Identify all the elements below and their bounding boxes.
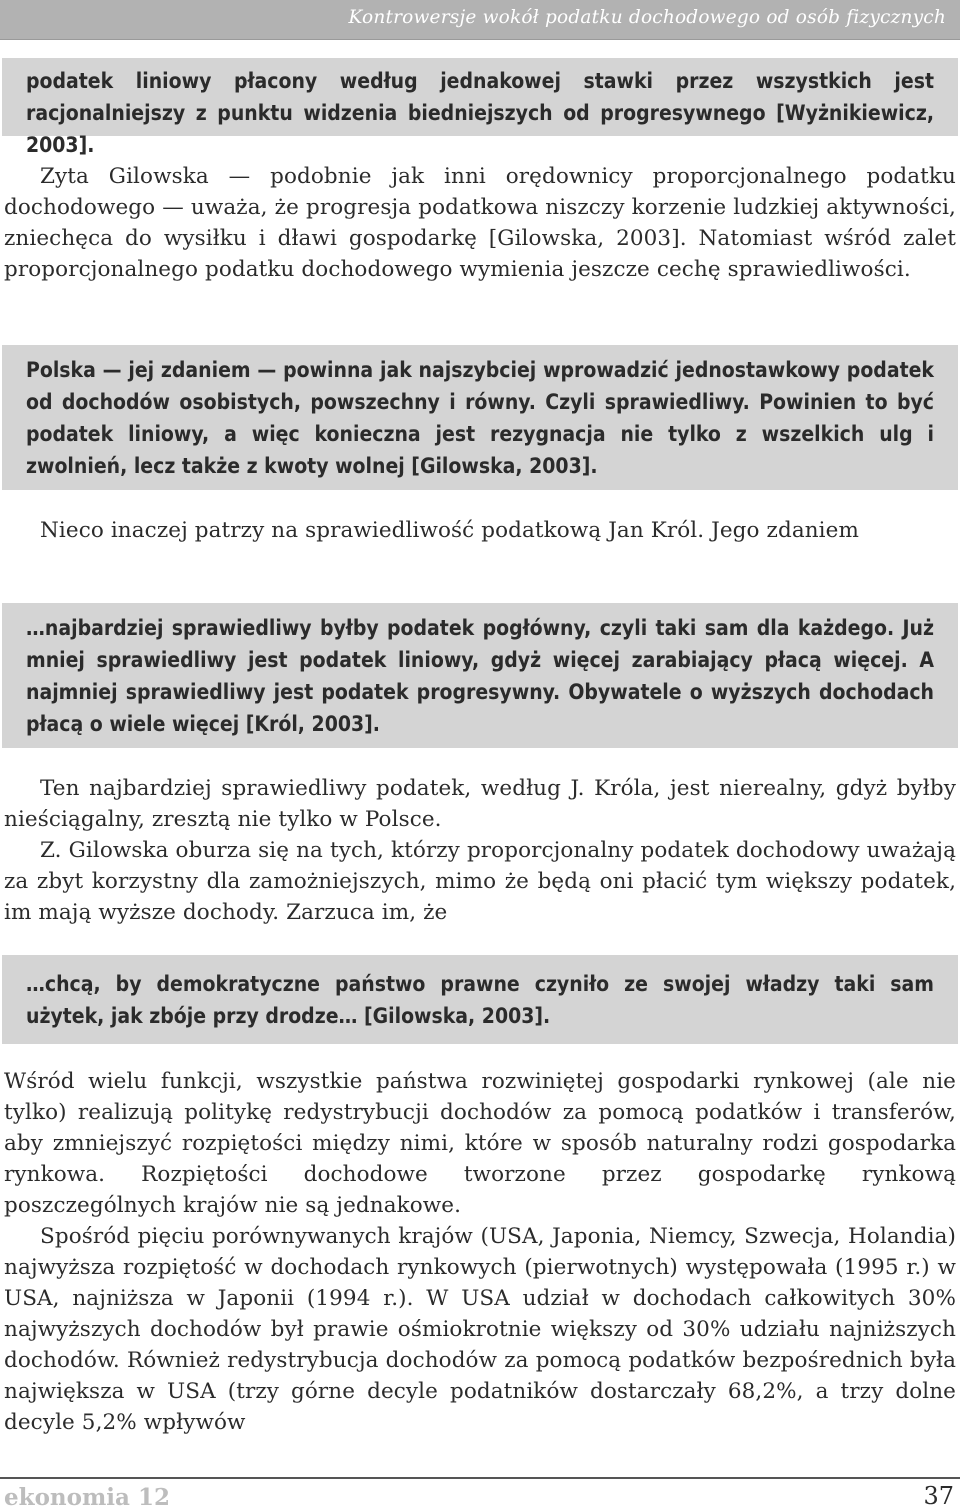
- quote-text: …chcą, by demokratyczne państwo prawne czyniło ze swojej władzy taki sam użytek, jak zbóje przy drodze… [Gilowska, 2003].: [26, 972, 934, 1028]
- body-paragraph: Ten najbardziej sprawiedliwy podatek, według J. Króla, jest nierealny, gdyż byłby nieściągalny, zresztą nie tylko w Polsce.: [4, 776, 956, 832]
- footer-rule: [0, 1477, 960, 1479]
- body-paragraph: Wśród wielu funkcji, wszystkie państwa rozwiniętej gospodarki rynkowej (ale nie tylko) realizują politykę redystrybucji dochodów za pomocą podatków i transferów, aby zmniejszyć rozpiętości między nimi, które w sposób naturalny rodzi gospodarka rynkowa. Rozpiętości dochodowe tworzone przez gospodarkę rynkową poszczególnych krajów nie są jednakowe.: [4, 1069, 956, 1218]
- footer-journal-name: ekonomia 12: [4, 1484, 170, 1511]
- body-block-4: [4, 1066, 956, 1438]
- running-header-title: Kontrowersje wokół podatku dochodowego od osób fizycznych: [348, 7, 946, 28]
- body-block-2: [4, 515, 956, 546]
- quote-block-4: [2, 955, 958, 1044]
- body-paragraph: Z. Gilowska oburza się na tych, którzy proporcjonalny podatek dochodowy uważają za zbyt korzystny dla zamożniejszych, mimo że będą oni płacić tym większy podatek, im mają wyższe dochody. Zarzuca im, że: [4, 838, 956, 925]
- body-block-3: [4, 773, 956, 928]
- body-paragraph: Zyta Gilowska — podobnie jak inni orędownicy proporcjonalnego podatku dochodowego — uważa, że progresja podatkowa niszczy korzenie ludzkiej aktywności, zniechęca do wysiłku i dławi gospodarkę [Gilowska, 2003]. Natomiast wśród zalet proporcjonalnego podatku dochodowego wymienia jeszcze cechę sprawiedliwości.: [4, 164, 956, 282]
- quote-block-2: [2, 345, 958, 490]
- running-header-bar: [0, 0, 960, 40]
- quote-text: Polska — jej zdaniem — powinna jak najszybciej wprowadzić jednostawkowy podatek od dochodów osobistych, powszechny i równy. Czyli sprawiedliwy. Powinien to być podatek liniowy, a więc konieczna jest rezygnacja nie tylko z wszelkich ulg i zwolnień, lecz także z kwoty wolnej [Gilowska, 2003].: [26, 358, 934, 478]
- body-paragraph: Spośród pięciu porównywanych krajów (USA, Japonia, Niemcy, Szwecja, Holandia) najwyższa rozpiętość w dochodach rynkowych (pierwotnych) występowała (1995 r.) w USA, najniższa w Japonii (1994 r.). W USA udział w dochodach całkowitych 30% najwyższych dochodów był prawie ośmiokrotnie większy od 30% udziału najniższych dochodów. Również redystrybucja dochodów za pomocą podatków bezpośrednich była największa w USA (trzy górne decyle podatników dostarczały 68,2%, a trzy dolne decyle 5,2% wpływów: [4, 1224, 956, 1435]
- body-paragraph: Nieco inaczej patrzy na sprawiedliwość podatkową Jan Król. Jego zdaniem: [40, 518, 859, 543]
- quote-text: …najbardziej sprawiedliwy byłby podatek pogłówny, czyli taki sam dla każdego. Już mniej sprawiedliwy jest podatek liniowy, gdyż więcej zarabiający płacą więcej. A najmniej sprawiedliwy jest podatek progresywny. Obywatele o wyższych dochodach płacą o wiele więcej [Król, 2003].: [26, 616, 934, 736]
- quote-block-1: [2, 58, 958, 157]
- quote-block-3: [2, 603, 958, 748]
- quote-text: podatek liniowy płacony według jednakowej stawki przez wszystkich jest racjonalniejszy z punktu widzenia biedniejszych od progresywnego [Wyżnikiewicz, 2003].: [26, 69, 934, 157]
- body-block-1: [4, 161, 956, 285]
- page-number: 37: [923, 1482, 954, 1510]
